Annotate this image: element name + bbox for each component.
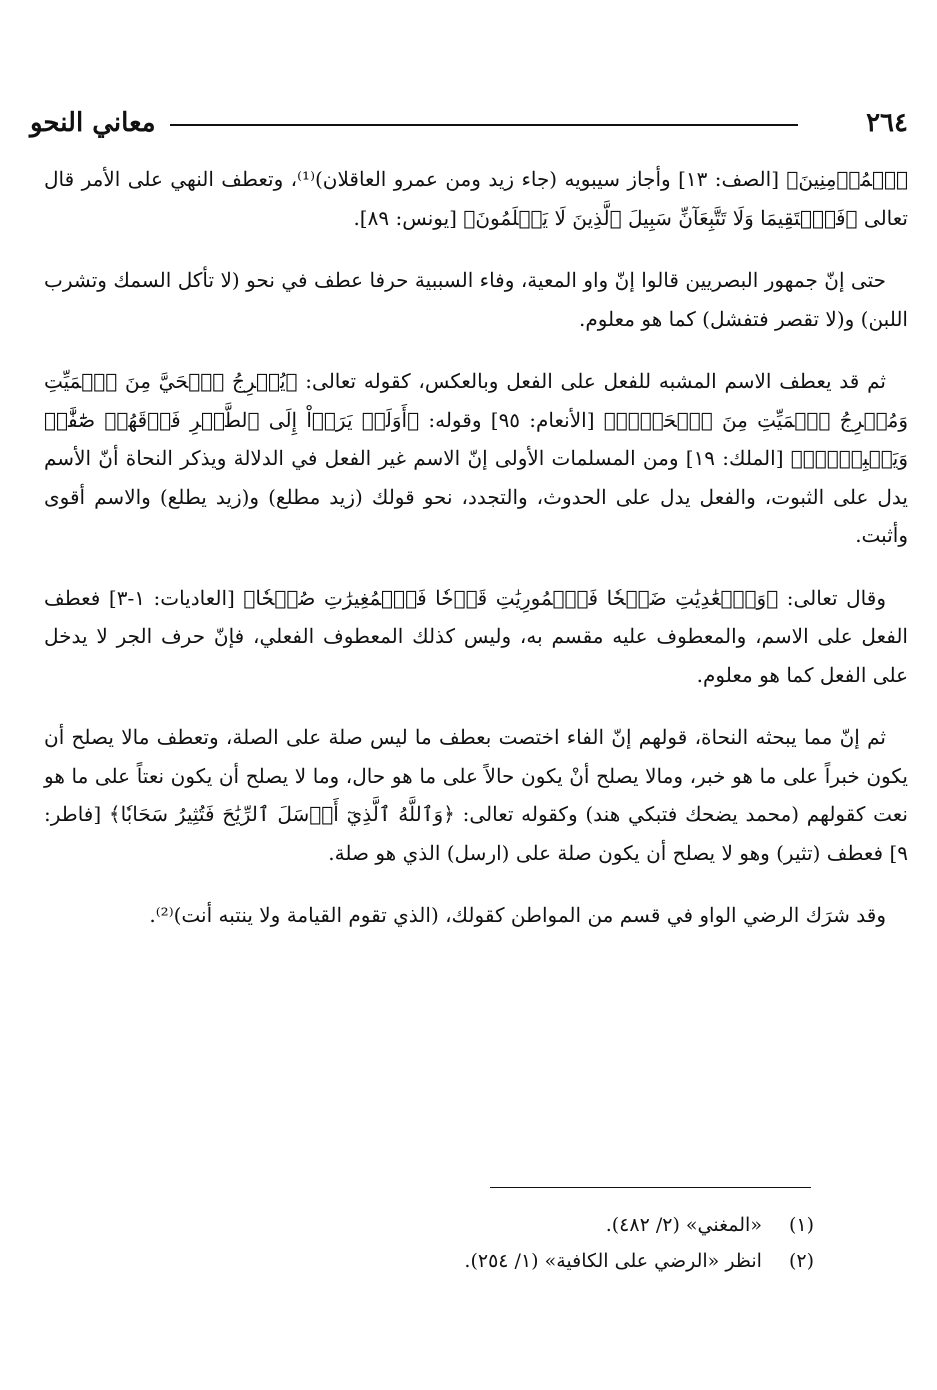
- footnote-text: «المغني» (٢/ ٤٨٢).: [605, 1214, 762, 1236]
- paragraph: حتى إنّ جمهور البصريين قالوا إنّ واو المعية، وفاء السببية حرفا عطف في نحو (لا تأكل السمك وتشرب اللبن) و(لا تقصر فتفشل) كما هو معلوم.: [44, 268, 908, 331]
- footnote-divider: [490, 1187, 811, 1188]
- paragraph: ثم إنّ مما يبحثه النحاة، قولهم إنّ الفاء اختصت بعطف ما ليس صلة على الصلة، وتعطف مالا يصلح أن يكون خبراً على ما هو خبر، ومالا يصلح أنْ يكون حالاً على ما هو حال، وما لا يصلح أن يكون نعتاً على ما هو نعت كقولهم (محمد يضحك فتبكي هند) وكقوله تعالى: ﴿وَٱللَّهُ ٱلَّذِيٓ أَرۡسَلَ ٱلرِّيَٰحَ فَتُثِيرُ سَحَابٗا﴾ [فاطر: ٩] فعطف (تثير) وهو لا يصلح أن يكون صلة على (ارسل) الذي هو صلة.: [44, 725, 909, 865]
- main-text: [44, 160, 908, 959]
- footnote-number: (١): [788, 1214, 814, 1236]
- footnotes: [44, 1207, 814, 1279]
- paragraph: وقد شرَك الرضي الواو في قسم من المواطن كقولك، (الذي تقوم القيامة ولا ينتبه أنت)⁽²⁾.: [149, 903, 886, 927]
- footnote-item: [44, 1243, 814, 1279]
- header-divider: [170, 124, 798, 126]
- page-number: ٢٦٤: [866, 108, 908, 138]
- footnote-text: انظر «الرضي على الكافية» (١/ ٢٥٤).: [464, 1250, 762, 1272]
- paragraph: ٱلۡمُؤۡمِنِينَ﴾ [الصف: ١٣] وأجاز سيبويه (جاء زيد ومن عمرو العاقلان)⁽¹⁾، وتعطف النهي على الأمر قال تعالى ﴿فَٱسۡتَقِيمَا وَلَا تَتَّبِعَآنِّ سَبِيلَ ٱلَّذِينَ لَا يَعۡلَمُونَ﴾ [يونس: ٨٩].: [44, 167, 908, 230]
- footnote-number: (٢): [788, 1250, 814, 1272]
- footnote-item: [44, 1207, 814, 1243]
- paragraph: وقال تعالى: ﴿وَٱلۡعَٰدِيَٰتِ ضَبۡحٗا فَٱلۡمُورِيَٰتِ قَدۡحٗا فَٱلۡمُغِيرَٰتِ صُبۡحٗا﴾ [العاديات: ١-٣] فعطف الفعل على الاسم، والمعطوف عليه مقسم به، وليس كذلك المعطوف الفعلي، فإنّ حرف الجر لا يدخل على الفعل كما هو معلوم.: [44, 585, 908, 687]
- page-header: [30, 108, 908, 148]
- paragraph: ثم قد يعطف الاسم المشبه للفعل على الفعل وبالعكس، كقوله تعالى: ﴿يُخۡرِجُ ٱلۡحَيَّ مِنَ ٱلۡمَيِّتِ وَمُخۡرِجُ ٱلۡمَيِّتِ مِنَ ٱلۡحَيِّۚ﴾ [الأنعام: ٩٥] وقوله: ﴿أَوَلَمۡ يَرَوۡاْ إِلَى ٱلطَّيۡرِ فَوۡقَهُمۡ صَٰٓفَّٰتٖ وَيَقۡبِضۡنَۚ﴾ [الملك: ١٩] ومن المسلمات الأولى إنّ الاسم غير الفعل في الدلالة ويذكر النحاة أنّ الأسم يدل على الثبوت، والفعل يدل على الحدوث، والتجدد، نحو قولك (زيد مطلع) و(زيد يطلع) والاسم أقوى وأثبت.: [44, 369, 909, 547]
- book-title: معاني النحو: [30, 108, 156, 138]
